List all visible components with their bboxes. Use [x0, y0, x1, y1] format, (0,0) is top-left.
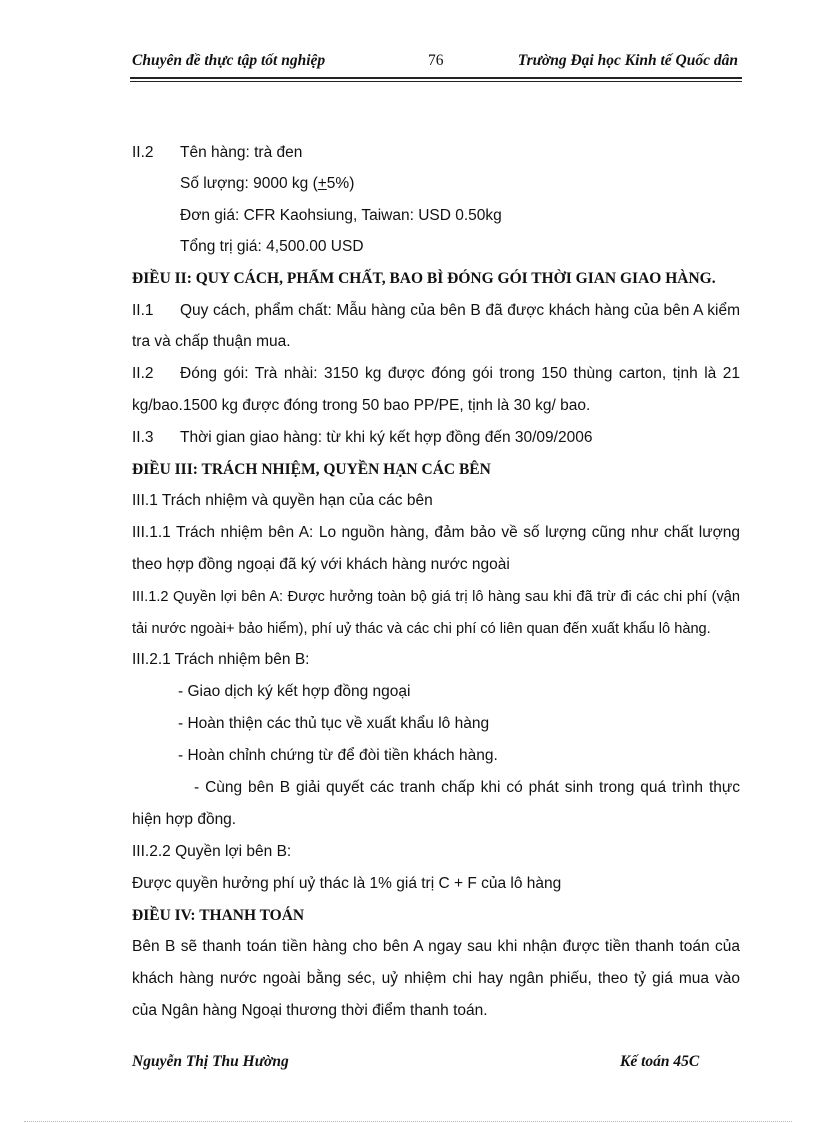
header-rule-thick [130, 77, 742, 79]
a2-2-text1: Đóng gói: Trà nhài: 3150 kg được đóng gói trong 150 thùng carton, tịnh là 21 [180, 365, 740, 382]
payment-line3: của Ngân hàng Ngoại thương thời điểm thanh toán. [132, 1002, 488, 1019]
a2-1-text1: Quy cách, phẩm chất: Mẫu hàng của bên B đã được khách hàng của bên A kiểm [180, 302, 740, 319]
footer-author: Nguyễn Thị Thu Hường [132, 1053, 289, 1070]
a3-1-2-line2: tải nước ngoài+ bảo hiểm), phí uỷ thác và các chi phí có liên quan đến xuất khẩu lô hàng. [132, 621, 711, 637]
bullet-2: - Hoàn thiện các thủ tục về xuất khẩu lô hàng [178, 715, 490, 732]
a2-3-number: II.3 [132, 429, 154, 446]
a3-1-1-line2: theo hợp đồng ngoại đã ký với khách hàng nước ngoài [132, 556, 510, 573]
a3-2-2-text: Được quyền hưởng phí uỷ thác là 1% giá trị C + F của lô hàng [132, 875, 562, 892]
total-value-line: Tổng trị giá: 4,500.00 USD [180, 238, 364, 255]
unit-price-line: Đơn giá: CFR Kaohsiung, Taiwan: USD 0.50kg [180, 207, 502, 224]
a3-1-line: III.1 Trách nhiệm và quyền hạn của các bên [132, 492, 433, 509]
page-bottom-border [24, 1121, 792, 1122]
article-4-heading: ĐIỀU IV: THANH TOÁN [132, 907, 305, 924]
item-ii2-number: II.2 [132, 144, 154, 161]
a2-2-line2: kg/bao.1500 kg được đóng trong 50 bao PP/PE, tịnh là 30 kg/ bao. [132, 397, 591, 414]
quantity-suffix: 5%) [326, 175, 355, 192]
header-school: Trường Đại học Kinh tế Quốc dân [517, 52, 738, 69]
bullet-1: - Giao dịch ký kết hợp đồng ngoại [178, 683, 411, 700]
quantity-prefix: Số lượng: 9000 kg ( [180, 175, 318, 192]
quantity-line [180, 174, 354, 194]
page-number: 76 [428, 52, 444, 69]
article-2-heading: ĐIỀU II: QUY CÁCH, PHẨM CHẤT, BAO BÌ ĐÓNG GÓI THỜI GIAN GIAO HÀNG. [132, 270, 716, 287]
a3-2-1-line: III.2.1 Trách nhiệm bên B: [132, 651, 310, 668]
a2-1-line2: tra và chấp thuận mua. [132, 333, 291, 350]
a2-2-number: II.2 [132, 365, 154, 382]
bullet-3: - Hoàn chỉnh chứng từ để đòi tiền khách hàng. [178, 747, 498, 764]
header-title: Chuyên đề thực tập tốt nghiệp [132, 52, 326, 69]
payment-line2: khách hàng nước ngoài bằng séc, uỷ nhiệm chi hay ngân phiếu, theo tỷ giá mua vào [132, 970, 740, 987]
a2-1-number: II.1 [132, 302, 154, 319]
bullet-4-line2: hiện hợp đồng. [132, 811, 237, 828]
a3-2-2-line: III.2.2 Quyền lợi bên B: [132, 843, 292, 860]
plus-minus: + [317, 175, 327, 192]
a3-1-2-line1: III.1.2 Quyền lợi bên A: Được hưởng toàn bộ giá trị lô hàng sau khi đã trừ đi các chi phí (vận [132, 589, 740, 605]
footer-class: Kế toán 45C [620, 1053, 700, 1070]
article-3-heading: ĐIỀU III: TRÁCH NHIỆM, QUYỀN HẠN CÁC BÊN [132, 461, 491, 478]
a3-1-1-line1: III.1.1 Trách nhiệm bên A: Lo nguồn hàng, đảm bảo về số lượng cũng như chất lượng [132, 524, 740, 541]
bullet-4-line1: - Cùng bên B giải quyết các tranh chấp khi có phát sinh trong quá trình thực [194, 779, 740, 796]
header-rule-thin [130, 81, 742, 82]
item-ii2-name: Tên hàng: trà đen [180, 144, 303, 161]
a2-3-text: Thời gian giao hàng: từ khi ký kết hợp đồng đến 30/09/2006 [180, 429, 593, 446]
payment-line1: Bên B sẽ thanh toán tiền hàng cho bên A ngay sau khi nhận được tiền thanh toán của [132, 938, 740, 955]
